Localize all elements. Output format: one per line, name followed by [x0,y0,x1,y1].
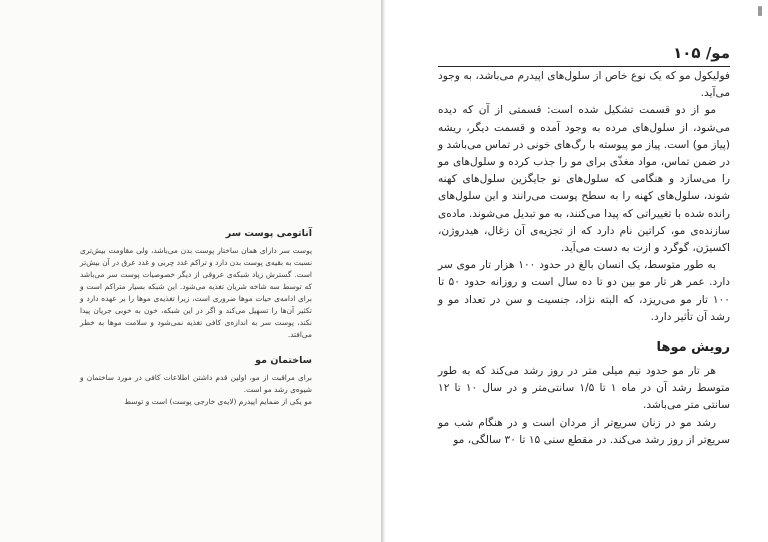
section-title-scalp-anatomy: آناتومی پوست سر [225,228,312,239]
page-number: مو/ ۱۰۵ [673,44,730,62]
left-column [80,228,312,408]
scalp-anatomy-paragraph: پوست سر دارای همان ساختار پوست بدن می‌باشد، ولی مقاومت بیش‌تری نسبت به بقیه‌ی پوست بدن دارد و تراکم غدد چربی و غدد عرق در آن بیش‌تر است. گسترش زیاد شبکه‌ی عروقی از دیگر خصوصیات پوست سر می‌باشد که توسط سه شاخه شریان تغذیه می‌شود. این شبکه بسیار متراکم است و برای ادامه‌ی حیات موها ضروری است، زیرا تغذیه‌ی موها را بر عهده دارد و تکثیر آن‌ها را تسهیل می‌کند و اگر در این شبکه، خون به خوبی جریان پیدا نکند، پوست سر به اندازه‌ی کافی تغذیه نمی‌شود و سلامت موها به خطر می‌افتد. [80,246,312,339]
section-title-hair-growth: رویش موها [656,340,730,356]
left-page [0,0,381,542]
growth-paragraph-2: رشد مو در زنان سریع‌تر از مردان است و در هنگام شب مو سریع‌تر از روز رشد می‌کند. در مقطع سنی ۱۵ تا ۳۰ سالگی، مو [438,416,730,446]
paragraph-2: مو از دو قسمت تشکیل شده است: قسمتی از آن که دیده می‌شود، از سلول‌های مرده به وجود آمده و قسمت دیگر، ریشه (پیاز مو) است. پیاز مو پیوسته با رگ‌های خونی در تماس می‌باشد و در ضمن تماس، مواد مغذّی برای مو را جذب کرده و سلول‌های مو را می‌سازد و هنگامی که سلول‌های نو جایگزین سلول‌های کهنه شوند، سلول‌های کهنه را به سطح پوست می‌رانند و این سلول‌های رانده شده با تغییراتی که پیدا می‌کنند، به مو تبدیل می‌شوند. ماده‌ی سازنده‌ی مو، کراتین نام دارد که از تجزیه‌ی آن زغال، هیدروژن، اکسیژن، گوگرد و ازت به دست می‌آید. [438,104,730,255]
hair-structure-paragraph-2: مو یکی از ضمایم اپیدرم (لایه‌ی خارجی پوست) است و توسط [124,397,312,406]
paragraph-3: به طور متوسط، یک انسان بالغ در حدود ۱۰۰ هزار تار موی سر دارد. عمر هر تار مو بین دو تا ده سال است و روزانه حدود ۵۰ تا ۱۰۰ تار مو می‌ریزد، که البته نژاد، جنسیت و سن در تعداد مو و رشد آن تأثیر دارد. [438,259,731,323]
hair-structure-paragraph-1: برای مراقبت از مو، اولین قدم داشتن اطلاعات کافی در مورد ساختمان و شیوه‌ی رشد مو است. [80,373,312,394]
paragraph-1: فولیکول مو که یک نوع خاص از سلول‌های اپیدرم می‌باشد، به وجود می‌آید. [438,70,730,100]
corner-mark [758,6,762,16]
right-column [438,68,730,449]
growth-paragraph-1: هر تار مو حدود نیم میلی متر در روز رشد می‌کند که به طور متوسط رشد آن در ماه ۱ تا ۱/۵ سانتی‌متر و در سال ۱۰ تا ۱۲ سانتی متر می‌باشد. [438,365,730,412]
page-header [438,40,730,67]
section-title-hair-structure: ساختمان مو [255,355,312,366]
